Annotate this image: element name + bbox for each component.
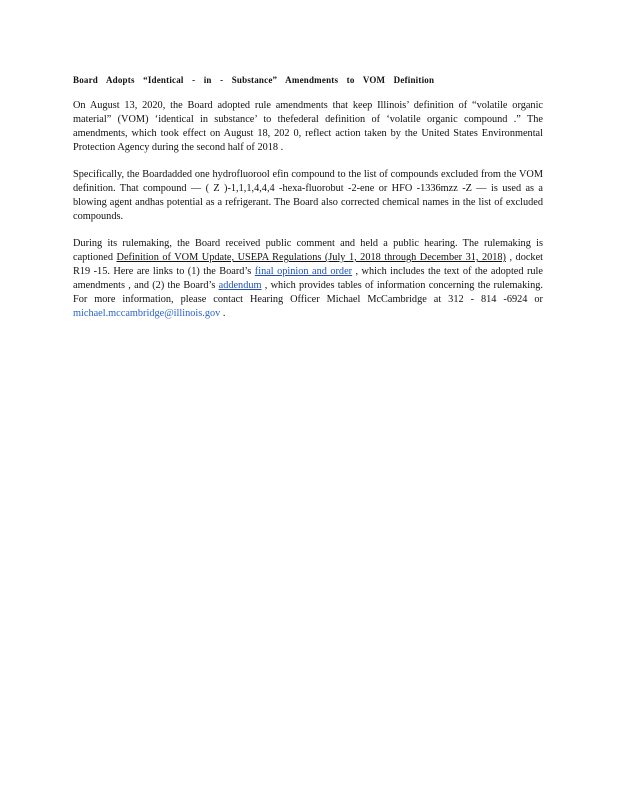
paragraph-adoption: On August 13, 2020, the Board adopted rule amendments that keep Illinois’ definition of “volatile organic material” (VOM) ‘identical in substance’ to thefederal definition of ‘volatile organic compound .” The amendments, which took effect on August 18, 202 0, reflect action taken by the United States Environmental Protection Agency during the second half of 2018 .	[73, 100, 543, 153]
document-body	[73, 74, 543, 334]
rulemaking-text: During its rulemaking, the Board received public comment and held a public hearing. The rulemaking is captioned	[73, 238, 543, 263]
docket-text: , docket R19 -15. Here are links to (1) the Board’s	[73, 252, 543, 277]
contact-text: , which provides tables of information concerning the rulemaking. For more information, please contact Hearing Officer Michael McCambridge at 312 - 814 -6924 or	[73, 280, 544, 305]
final-opinion-link[interactable]: final opinion and order	[254, 266, 353, 277]
rulemaking-caption: Definition of VOM Update, USEPA Regulations (July 1, 2018 through December 31, 2018)	[116, 252, 506, 263]
document-title: Board Adopts “Identical - in - Substance” Amendments to VOM Definition	[73, 75, 435, 85]
addendum-link[interactable]: addendum	[218, 280, 262, 291]
paragraph-rulemaking	[73, 237, 543, 321]
paragraph-compound: Specifically, the Boardadded one hydrofluorool efin compound to the list of compounds excluded from the VOM definition. That compound — ( Z )-1,1,1,4,4,4 -hexa-fluorobut -2-ene or HFO -1336mzz -Z — is used as a blowing agent andhas potential as a refrigerant. The Board also corrected chemical names in the list of excluded compounds.	[73, 169, 543, 222]
email-link[interactable]: michael.mccambridge@illinois.gov	[73, 308, 221, 319]
amendments-text: , which includes the text of the adopted rule amendments , and (2) the Board’s	[73, 266, 543, 291]
closing-text: .	[220, 308, 226, 319]
